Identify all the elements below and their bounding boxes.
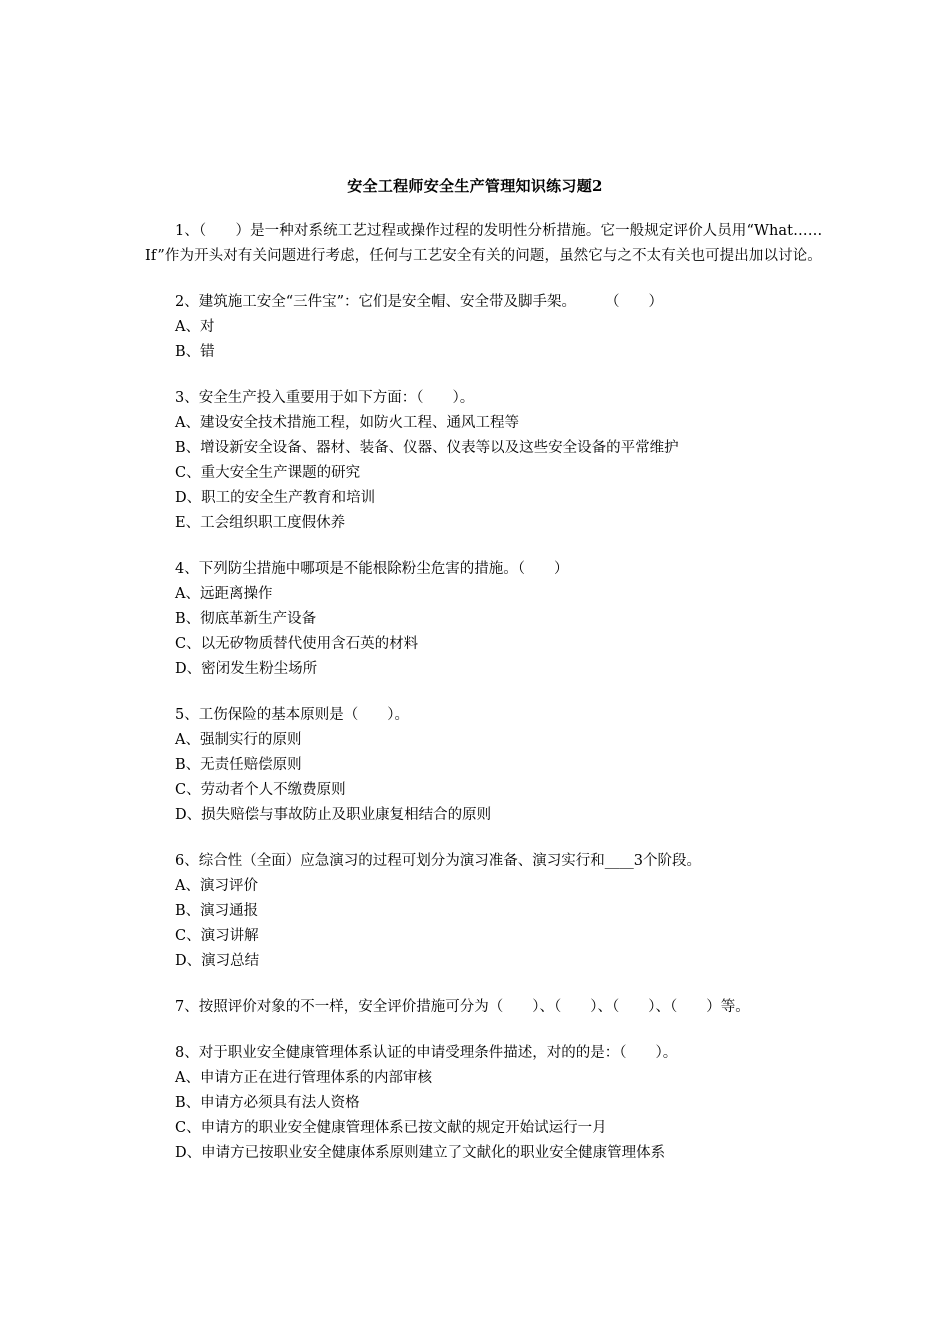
option-c: C、以无矽物质替代使用含石英的材料 [175,636,419,652]
option-list [145,874,835,974]
document-title: 安全工程师安全生产管理知识练习题2 [347,177,603,195]
option-a: A、建设安全技术措施工程，如防火工程、通风工程等 [175,415,519,431]
question-2 [145,290,835,365]
option-d: D、演习总结 [175,953,260,969]
option-e: E、工会组织职工度假休养 [175,515,346,531]
option-c: C、劳动者个人不缴费原则 [175,782,346,798]
question-5 [145,703,835,828]
question-stem: 4、下列防尘措施中哪项是不能根除粉尘危害的措施。（ ） [175,561,569,577]
option-list [145,411,835,536]
option-a: A、演习评价 [175,878,258,894]
option-b: B、申请方必须具有法人资格 [175,1095,360,1111]
option-a: A、远距离操作 [175,586,273,602]
option-c: C、重大安全生产课题的研究 [175,465,361,481]
question-stem: 7、按照评价对象的不一样，安全评价措施可分为（ ）、（ ）、（ ）、（ ）等。 [175,999,750,1015]
question-stem: 1、（ ）是一种对系统工艺过程或操作过程的发明性分析措施。它一般规定评价人员用“What……If”作为开头对有关问题进行考虑，任何与工艺安全有关的问题，虽然它与之不太有关也可提出加以讨论。 [145,223,823,264]
option-b: B、错 [175,344,215,360]
question-3 [145,386,835,536]
question-stem: 2、建筑施工安全“三件宝”：它们是安全帽、安全带及脚手架。 （ ） [175,294,664,310]
option-d: D、损失赔偿与事故防止及职业康复相结合的原则 [175,807,492,823]
option-list [145,582,835,682]
option-b: B、演习通报 [175,903,259,919]
question-1 [145,219,835,269]
option-d: D、密闭发生粉尘场所 [175,661,318,677]
option-list [145,728,835,828]
question-stem: 6、综合性（全面）应急演习的过程可划分为演习准备、演习实行和____3个阶段。 [175,853,701,869]
option-b: B、无责任赔偿原则 [175,757,302,773]
option-list [145,315,835,365]
option-d: D、申请方已按职业安全健康体系原则建立了文献化的职业安全健康管理体系 [175,1145,666,1161]
question-6 [145,849,835,974]
question-7 [145,995,835,1020]
option-b: B、增设新安全设备、器材、装备、仪器、仪表等以及这些安全设备的平常维护 [175,440,679,456]
question-list [145,219,835,1187]
question-stem: 3、安全生产投入重要用于如下方面：（ ）。 [175,390,475,406]
option-a: A、对 [175,319,215,335]
option-b: B、彻底革新生产设备 [175,611,317,627]
option-d: D、职工的安全生产教育和培训 [175,490,376,506]
option-c: C、演习讲解 [175,928,259,944]
option-list [145,1066,835,1166]
option-a: A、申请方正在进行管理体系的内部审核 [175,1070,432,1086]
question-stem: 5、工伤保险的基本原则是（ ）。 [175,707,409,723]
question-8 [145,1041,835,1166]
question-stem: 8、对于职业安全健康管理体系认证的申请受理条件描述，对的的是：（ ）。 [175,1045,678,1061]
option-c: C、申请方的职业安全健康管理体系已按文献的规定开始试运行一月 [175,1120,607,1136]
option-a: A、强制实行的原则 [175,732,302,748]
question-4 [145,557,835,682]
